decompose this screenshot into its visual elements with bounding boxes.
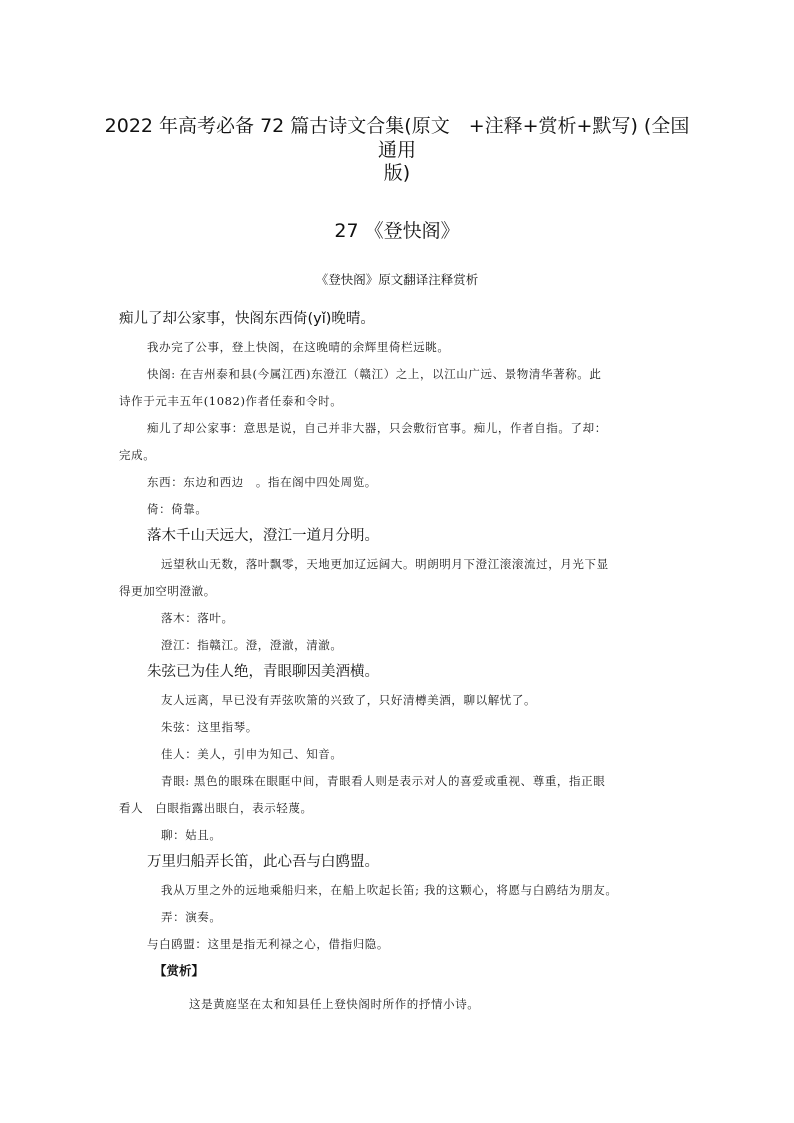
document-title-line1: 2022 年高考必备 72 篇古诗文合集(原文 +注释+赏析+默写) (全国通用 <box>104 115 690 161</box>
appreciation-heading: 【赏析】 <box>154 963 205 978</box>
annotation-line: 快阁: 在吉州泰和县(今属江西)东澄江（赣江）之上，以江山广远、景物清华著称。此 <box>147 367 602 381</box>
annotation-line: 澄江：指赣江。澄，澄澈，清澈。 <box>161 638 343 652</box>
translation-line: 友人远离，早已没有弄弦吹箫的兴致了，只好清樽美酒，聊以解忧了。 <box>161 693 537 707</box>
annotation-line: 朱弦：这里指琴。 <box>161 720 258 734</box>
annotation-line: 诗作于元丰五年(1082)作者任泰和令时。 <box>119 394 343 408</box>
annotation-line: 东西：东边和西边 。指在阁中四处周览。 <box>147 475 377 489</box>
section-subtitle: 《登快阁》原文翻译注释赏析 <box>315 272 479 287</box>
annotation-line: 痴儿了却公家事：意思是说，自己并非大器，只会敷衍官事。痴儿，作者自指。了却： <box>147 421 607 435</box>
annotation-line: 青眼: 黑色的眼珠在眼眶中间，青眼看人则是表示对人的喜爱或重视、尊重，指正眼 <box>161 774 606 788</box>
translation-line: 我办完了公事，登上快阁，在这晚晴的余辉里倚栏远眺。 <box>147 340 450 354</box>
annotation-line: 弄：演奏。 <box>161 910 222 924</box>
poem-line-2: 落木千山天远大，澄江一道月分明。 <box>147 528 379 544</box>
translation-line: 我从万里之外的远地乘船归来，在船上吹起长笛; 我的这颗心，将愿与白鸥结为朋友。 <box>161 883 618 897</box>
annotation-line: 聊：姑且。 <box>161 828 222 842</box>
translation-line: 远望秋山无数，落叶飘零，天地更加辽远阔大。明朗明月下澄江滚滚流过，月光下显 <box>161 557 609 571</box>
annotation-line: 看人 白眼指露出眼白，表示轻蔑。 <box>119 801 313 815</box>
annotation-line: 倚：倚靠。 <box>147 502 208 516</box>
poem-line-4: 万里归船弄长笛，此心吾与白鸥盟。 <box>147 854 379 870</box>
translation-line: 得更加空明澄澈。 <box>119 584 216 598</box>
poem-line-3: 朱弦已为佳人绝，青眼聊因美酒横。 <box>147 664 379 680</box>
annotation-line: 完成。 <box>119 448 156 462</box>
document-title-line2: 版) <box>383 162 411 184</box>
annotation-line: 佳人：美人，引申为知己、知音。 <box>161 747 343 761</box>
annotation-line: 落木：落叶。 <box>161 611 234 625</box>
annotation-line: 与白鸥盟：这里是指无利禄之心，借指归隐。 <box>147 937 389 951</box>
poem-line-1: 痴儿了却公家事，快阁东西倚(yǐ)晚晴。 <box>119 311 375 327</box>
appreciation-text: 这是黄庭坚在太和知县任上登快阁时所作的抒情小诗。 <box>189 997 480 1011</box>
chapter-heading: 27 《登快阁》 <box>334 220 460 242</box>
